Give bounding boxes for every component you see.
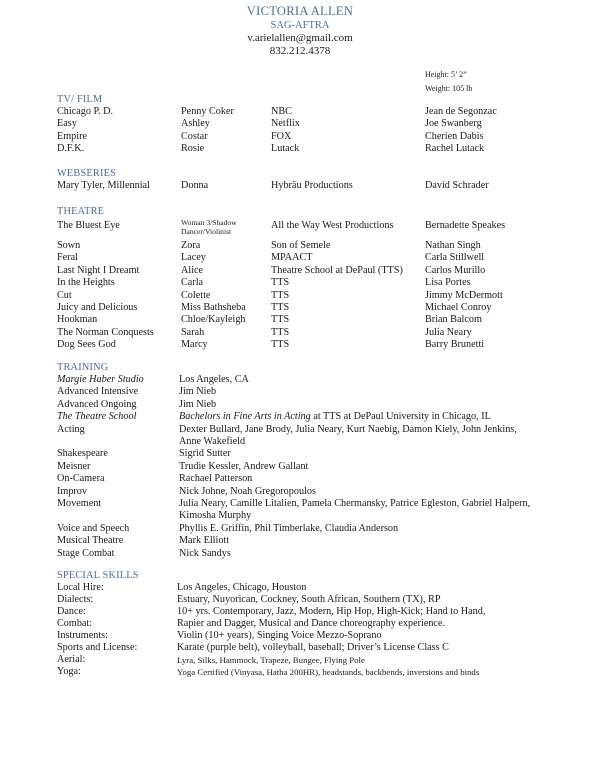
- skill-label: Dance:: [57, 606, 86, 617]
- resume-header: [0, 4, 600, 58]
- credit-director: Jimmy McDermott: [425, 289, 503, 301]
- credit-row: [57, 143, 597, 155]
- training-row: [57, 486, 597, 498]
- credit-role: Donna: [181, 180, 209, 191]
- credit-title: Chicago P. D.: [57, 106, 114, 117]
- credit-title: Feral: [57, 252, 78, 264]
- credit-director: Brian Balcom: [425, 314, 482, 326]
- training-value-text: Phyllis E. Griffin, Phil Timberlake, Claudia Anderson: [179, 522, 399, 534]
- training-value-text: Trudie Kessler, Andrew Gallant: [179, 460, 309, 472]
- credit-company: All the Way West Productions: [271, 220, 394, 231]
- webseries-heading: WEBSERIES: [57, 168, 117, 179]
- skill-label: Sports and License:: [57, 642, 138, 653]
- training-value: [179, 424, 539, 449]
- training-row: [57, 399, 597, 411]
- credit-row: [57, 302, 597, 314]
- training-value-text: Nick Johne, Noah Gregoropoulos: [179, 485, 316, 497]
- skill-label: Dialects:: [57, 594, 94, 605]
- training-value-text: Jim Nieb: [179, 386, 217, 398]
- training-value: [179, 486, 539, 498]
- skill-row: [57, 654, 597, 666]
- skill-row: [57, 618, 597, 630]
- credit-role: Marcy: [181, 339, 208, 351]
- credit-director: Cherien Dabis: [425, 130, 484, 142]
- skill-value: Los Angeles, Chicago, Houston: [177, 582, 307, 593]
- credit-role: Rosie: [181, 143, 205, 155]
- training-value: [179, 535, 539, 547]
- credit-title: Juicy and Delicious: [57, 301, 138, 313]
- credit-row: [57, 265, 597, 277]
- skill-value: Yoga Certified (Vinyasa, Hatha 200HR), headstands, backbends, inversions and binds: [177, 667, 480, 677]
- physical-stats: [425, 68, 472, 96]
- weight-stat: Weight: 105 lb: [425, 84, 473, 93]
- credit-director: Rachel Lutack: [425, 143, 485, 155]
- training-row: [57, 448, 597, 460]
- skill-value: Estuary, Nuyorican, Cockney, South African, Southern (TX), RP: [177, 594, 441, 605]
- credit-company: Son of Semele: [271, 240, 331, 251]
- height-stat: Height: 5’ 2”: [425, 70, 467, 79]
- tv-film-credits: [57, 106, 597, 156]
- credit-title: D.F.K.: [57, 143, 85, 155]
- theatre-section: [57, 206, 597, 352]
- credit-title: Mary Tyler, Millennial: [57, 180, 150, 191]
- training-value: [179, 548, 539, 560]
- training-value-text: Jim Nieb: [179, 398, 217, 410]
- training-label: Advanced Ongoing: [57, 398, 137, 410]
- training-value-text: Mark Elliott: [179, 535, 230, 547]
- credit-role: Carla: [181, 277, 204, 289]
- credit-row: [57, 252, 597, 264]
- training-row: [57, 411, 597, 423]
- credit-role: Sarah: [181, 326, 205, 338]
- skill-label: Combat:: [57, 618, 93, 629]
- special-skills-section: [57, 570, 597, 678]
- credit-title: Empire: [57, 130, 87, 142]
- credit-director: Barry Brunetti: [425, 339, 485, 351]
- credit-role-line: Dancer/Violinist: [181, 227, 232, 236]
- training-label: Advanced Intensive: [57, 386, 139, 398]
- credit-row: [57, 118, 597, 130]
- credit-title: Sown: [57, 240, 81, 251]
- skill-value: Lyra, Silks, Hammock, Trapeze, Bungee, Flying Pole: [177, 655, 365, 665]
- credit-director: Nathan Singh: [425, 240, 481, 251]
- credit-company: FOX: [271, 130, 292, 142]
- credit-director: Julia Neary: [425, 326, 472, 338]
- skill-row: [57, 666, 597, 678]
- training-value-text: Los Angeles, CA: [179, 374, 249, 385]
- credit-row: [57, 240, 597, 252]
- credit-director: Michael Conroy: [425, 301, 492, 313]
- credit-director: Carlos Murillo: [425, 264, 486, 276]
- training-value: [179, 399, 539, 411]
- training-label: Stage Combat: [57, 547, 115, 559]
- credit-role: Costar: [181, 130, 208, 142]
- training-label: Margie Haber Studio: [57, 374, 144, 385]
- email-address: v.arielallen@gmail.com: [247, 32, 353, 44]
- training-label: Musical Theatre: [57, 535, 124, 547]
- credit-director: Lisa Portes: [425, 277, 471, 289]
- credit-company: Netflix: [271, 118, 300, 130]
- credit-row: [57, 131, 597, 143]
- credit-director: Carla Stillwell: [425, 252, 485, 264]
- training-value: [179, 448, 539, 460]
- skill-value: 10+ yrs. Contemporary, Jazz, Modern, Hip Hop, High-Kick; Hand to Hand,: [177, 606, 486, 617]
- credit-director: Bernadette Speakes: [425, 220, 506, 231]
- credit-role: Miss Bathsheba: [181, 301, 246, 313]
- credit-company: NBC: [271, 106, 292, 117]
- credit-title: The Norman Conquests: [57, 326, 154, 338]
- webseries-credits: [57, 180, 597, 192]
- training-section: [57, 362, 597, 560]
- skill-label: Yoga:: [57, 666, 81, 677]
- credit-row: [57, 339, 597, 351]
- special-skills-heading: SPECIAL SKILLS: [57, 570, 139, 581]
- training-row: [57, 473, 597, 485]
- training-row: [57, 548, 597, 560]
- training-value-text: Dexter Bullard, Jane Brody, Julia Neary, Kurt Naebig, Damon Kiely, John Jenkins, Anne Wakefield: [179, 423, 517, 448]
- union-affiliation: SAG-AFTRA: [270, 20, 330, 31]
- training-value-text: Julia Neary, Camille Litalien, Pamela Chermansky, Patrice Egleston, Gabriel Halpern, Kimosha Murphy: [179, 498, 531, 522]
- training-label: On-Camera: [57, 473, 105, 485]
- skill-label: Instruments:: [57, 630, 108, 641]
- credit-title: Hookman: [57, 314, 98, 326]
- credit-row: [57, 106, 597, 118]
- credit-role: Lacey: [181, 252, 206, 264]
- credit-director: Jean de Segonzac: [425, 106, 497, 117]
- training-heading: TRAINING: [57, 362, 109, 373]
- training-label: Shakespeare: [57, 448, 108, 460]
- credit-role: Colette: [181, 289, 211, 301]
- training-value: [179, 411, 539, 423]
- skill-value: Karate (purple belt), volleyball, baseball; Driver’s License Class C: [177, 642, 449, 653]
- credit-role-line: Woman 3/Shadow: [181, 218, 237, 227]
- credit-row: [57, 327, 597, 339]
- training-label: Movement: [57, 498, 102, 510]
- credit-director: Joe Swanberg: [425, 118, 482, 130]
- training-row: [57, 424, 597, 449]
- tv-film-heading: TV/ FILM: [57, 94, 103, 105]
- credit-role: [181, 218, 237, 236]
- training-value: [179, 523, 539, 535]
- training-value: [179, 473, 539, 485]
- skill-row: [57, 630, 597, 642]
- training-row: [57, 535, 597, 547]
- credit-company: TTS: [271, 277, 290, 289]
- credit-title: In the Heights: [57, 277, 115, 289]
- training-label: Acting: [57, 423, 85, 435]
- credit-company: Hybräu Productions: [271, 180, 353, 191]
- credit-company: TTS: [271, 301, 290, 313]
- training-label: Meisner: [57, 460, 91, 472]
- training-value-text: Nick Sandys: [179, 547, 231, 559]
- skill-row: [57, 594, 597, 606]
- training-value: [179, 374, 539, 386]
- training-label: Improv: [57, 485, 87, 497]
- credit-row: [57, 314, 597, 326]
- skill-row: [57, 642, 597, 654]
- credit-company: TTS: [271, 326, 290, 338]
- actor-name: VICTORIA ALLEN: [246, 4, 354, 18]
- credit-title: Last Night I Dreamt: [57, 264, 140, 276]
- credit-director: David Schrader: [425, 180, 489, 191]
- credit-company: Lutack: [271, 143, 300, 155]
- credit-company: TTS: [271, 314, 290, 326]
- degree-name: Bachelors in Fine Arts in Acting: [179, 411, 311, 423]
- training-value-text: Sigrid Sutter: [179, 448, 231, 460]
- tv-film-section: [57, 94, 597, 156]
- skill-label: Aerial:: [57, 654, 86, 665]
- credit-role: Chloe/Kayleigh: [181, 314, 246, 326]
- training-value: [179, 386, 539, 398]
- credit-row: [57, 290, 597, 302]
- training-list: [57, 374, 597, 560]
- training-value-text: at TTS at DePaul University in Chicago, IL: [310, 411, 491, 423]
- theatre-heading: THEATRE: [57, 206, 105, 217]
- training-label: The Theatre School: [57, 411, 137, 423]
- training-value: [179, 461, 539, 473]
- phone-number: 832.212.4378: [269, 45, 331, 57]
- skill-label: Local Hire:: [57, 582, 104, 593]
- skill-value: Rapier and Dagger, Musical and Dance choreography experience.: [177, 618, 446, 629]
- training-value: [179, 498, 539, 523]
- credit-row: [57, 180, 597, 192]
- credit-company: TTS: [271, 289, 290, 301]
- training-label: Voice and Speech: [57, 522, 130, 534]
- skill-value: Violin (10+ years), Singing Voice Mezzo-Soprano: [177, 630, 382, 641]
- training-row: [57, 374, 597, 386]
- credit-row: [57, 218, 597, 240]
- training-row: [57, 386, 597, 398]
- skill-row: [57, 606, 597, 618]
- theatre-credits: [57, 240, 597, 352]
- webseries-section: [57, 168, 597, 192]
- credit-title: Cut: [57, 289, 72, 301]
- training-value-text: Rachael Patterson: [179, 473, 253, 485]
- credit-company: MPAACT: [271, 252, 313, 264]
- training-row: [57, 523, 597, 535]
- skill-row: [57, 582, 597, 594]
- credit-role: Penny Coker: [181, 106, 234, 117]
- credit-title: Easy: [57, 118, 77, 130]
- training-row: [57, 461, 597, 473]
- credit-role: Zora: [181, 240, 201, 251]
- credit-title: The Bluest Eye: [57, 220, 120, 231]
- credit-row: [57, 277, 597, 289]
- credit-company: Theatre School at DePaul (TTS): [271, 264, 403, 276]
- credit-role: Alice: [181, 264, 204, 276]
- credit-company: TTS: [271, 339, 290, 351]
- training-row: [57, 498, 597, 523]
- special-skills-list: [57, 582, 597, 678]
- credit-title: Dog Sees God: [57, 339, 116, 351]
- credit-role: Ashley: [181, 118, 210, 130]
